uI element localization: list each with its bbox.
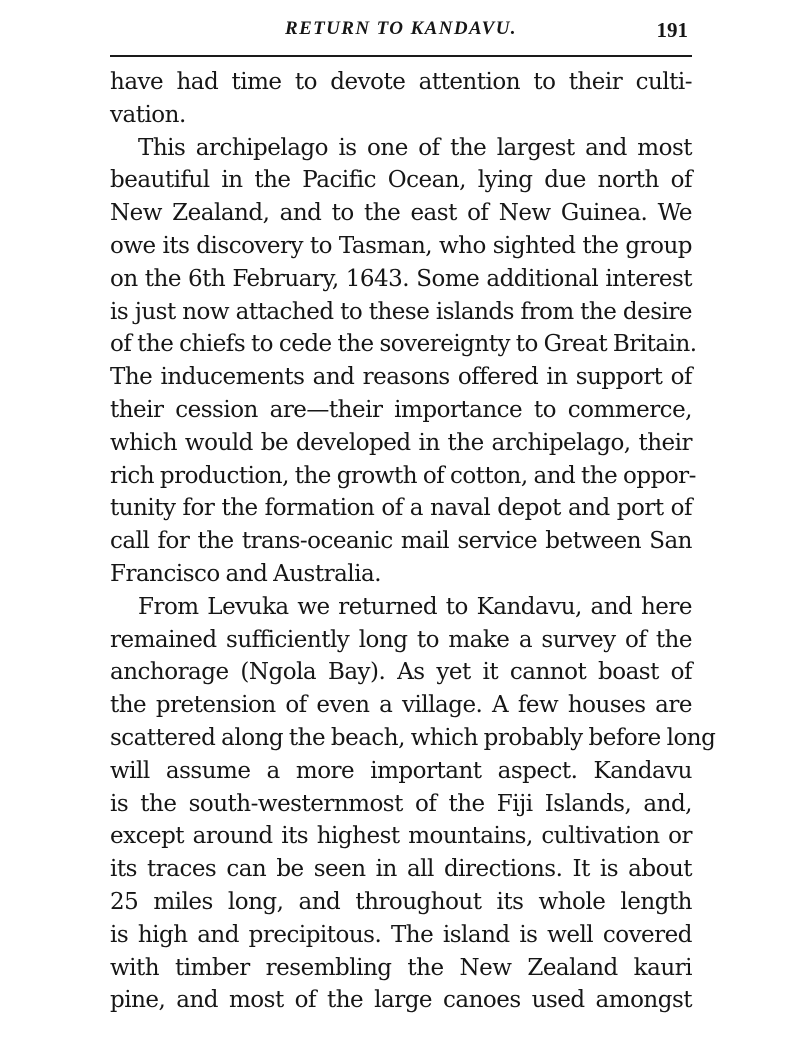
text-line: remained sufficiently long to make a survey of the [110,626,692,653]
text-line: call for the trans-oceanic mail service between San [110,528,692,555]
text-line: will assume a more important aspect. Kandavu [110,757,692,784]
text-line: tunity for the formation of a naval depot and port of [110,495,692,522]
page-number: 191 [656,18,688,42]
text-line: of the chiefs to cede the sovereignty to Great Britain. [110,331,697,358]
text-line: is just now attached to these islands from the desire [110,298,692,325]
text-line: beautiful in the Pacific Ocean, lying due north of [110,167,692,194]
header-rule [110,55,692,57]
running-title: RETURN TO KANDAVU. [285,18,517,39]
text-line: their cession are—their importance to commerce, [110,396,692,423]
text-line: which would be developed in the archipelago, their [110,429,692,456]
text-line: New Zealand, and to the east of New Guinea. We [110,200,692,227]
text-line: pine, and most of the large canoes used amongst [110,987,692,1014]
text-line: scattered along the beach, which probably before long [110,724,716,751]
text-line: with timber resembling the New Zealand kauri [110,954,692,981]
text-line: its traces can be seen in all directions. It is about [110,856,692,883]
paragraph-start-line: From Levuka we returned to Kandavu, and here [138,593,692,620]
text-line: is high and precipitous. The island is well covered [110,921,692,948]
text-line: have had time to devote attention to their culti- [110,69,692,95]
text-line: vation. [110,101,186,128]
text-line: anchorage (Ngola Bay). As yet it cannot boast of [110,659,692,686]
text-line: owe its discovery to Tasman, who sighted the group [110,232,692,259]
body-text [110,66,716,1017]
text-line: is the south-westernmost of the Fiji Islands, and, [110,790,692,817]
text-line: on the 6th February, 1643. Some additional interest [110,265,692,292]
text-line: except around its highest mountains, cultivation or [110,823,692,850]
running-head [110,18,692,48]
text-line: Francisco and Australia. [110,560,382,587]
paragraph-start-line: This archipelago is one of the largest and most [138,134,692,161]
text-line: rich production, the growth of cotton, and the oppor- [110,462,696,489]
text-line: The inducements and reasons offered in support of [110,364,692,391]
text-line: 25 miles long, and throughout its whole length [110,888,692,915]
text-line: the pretension of even a village. A few houses are [110,692,692,719]
